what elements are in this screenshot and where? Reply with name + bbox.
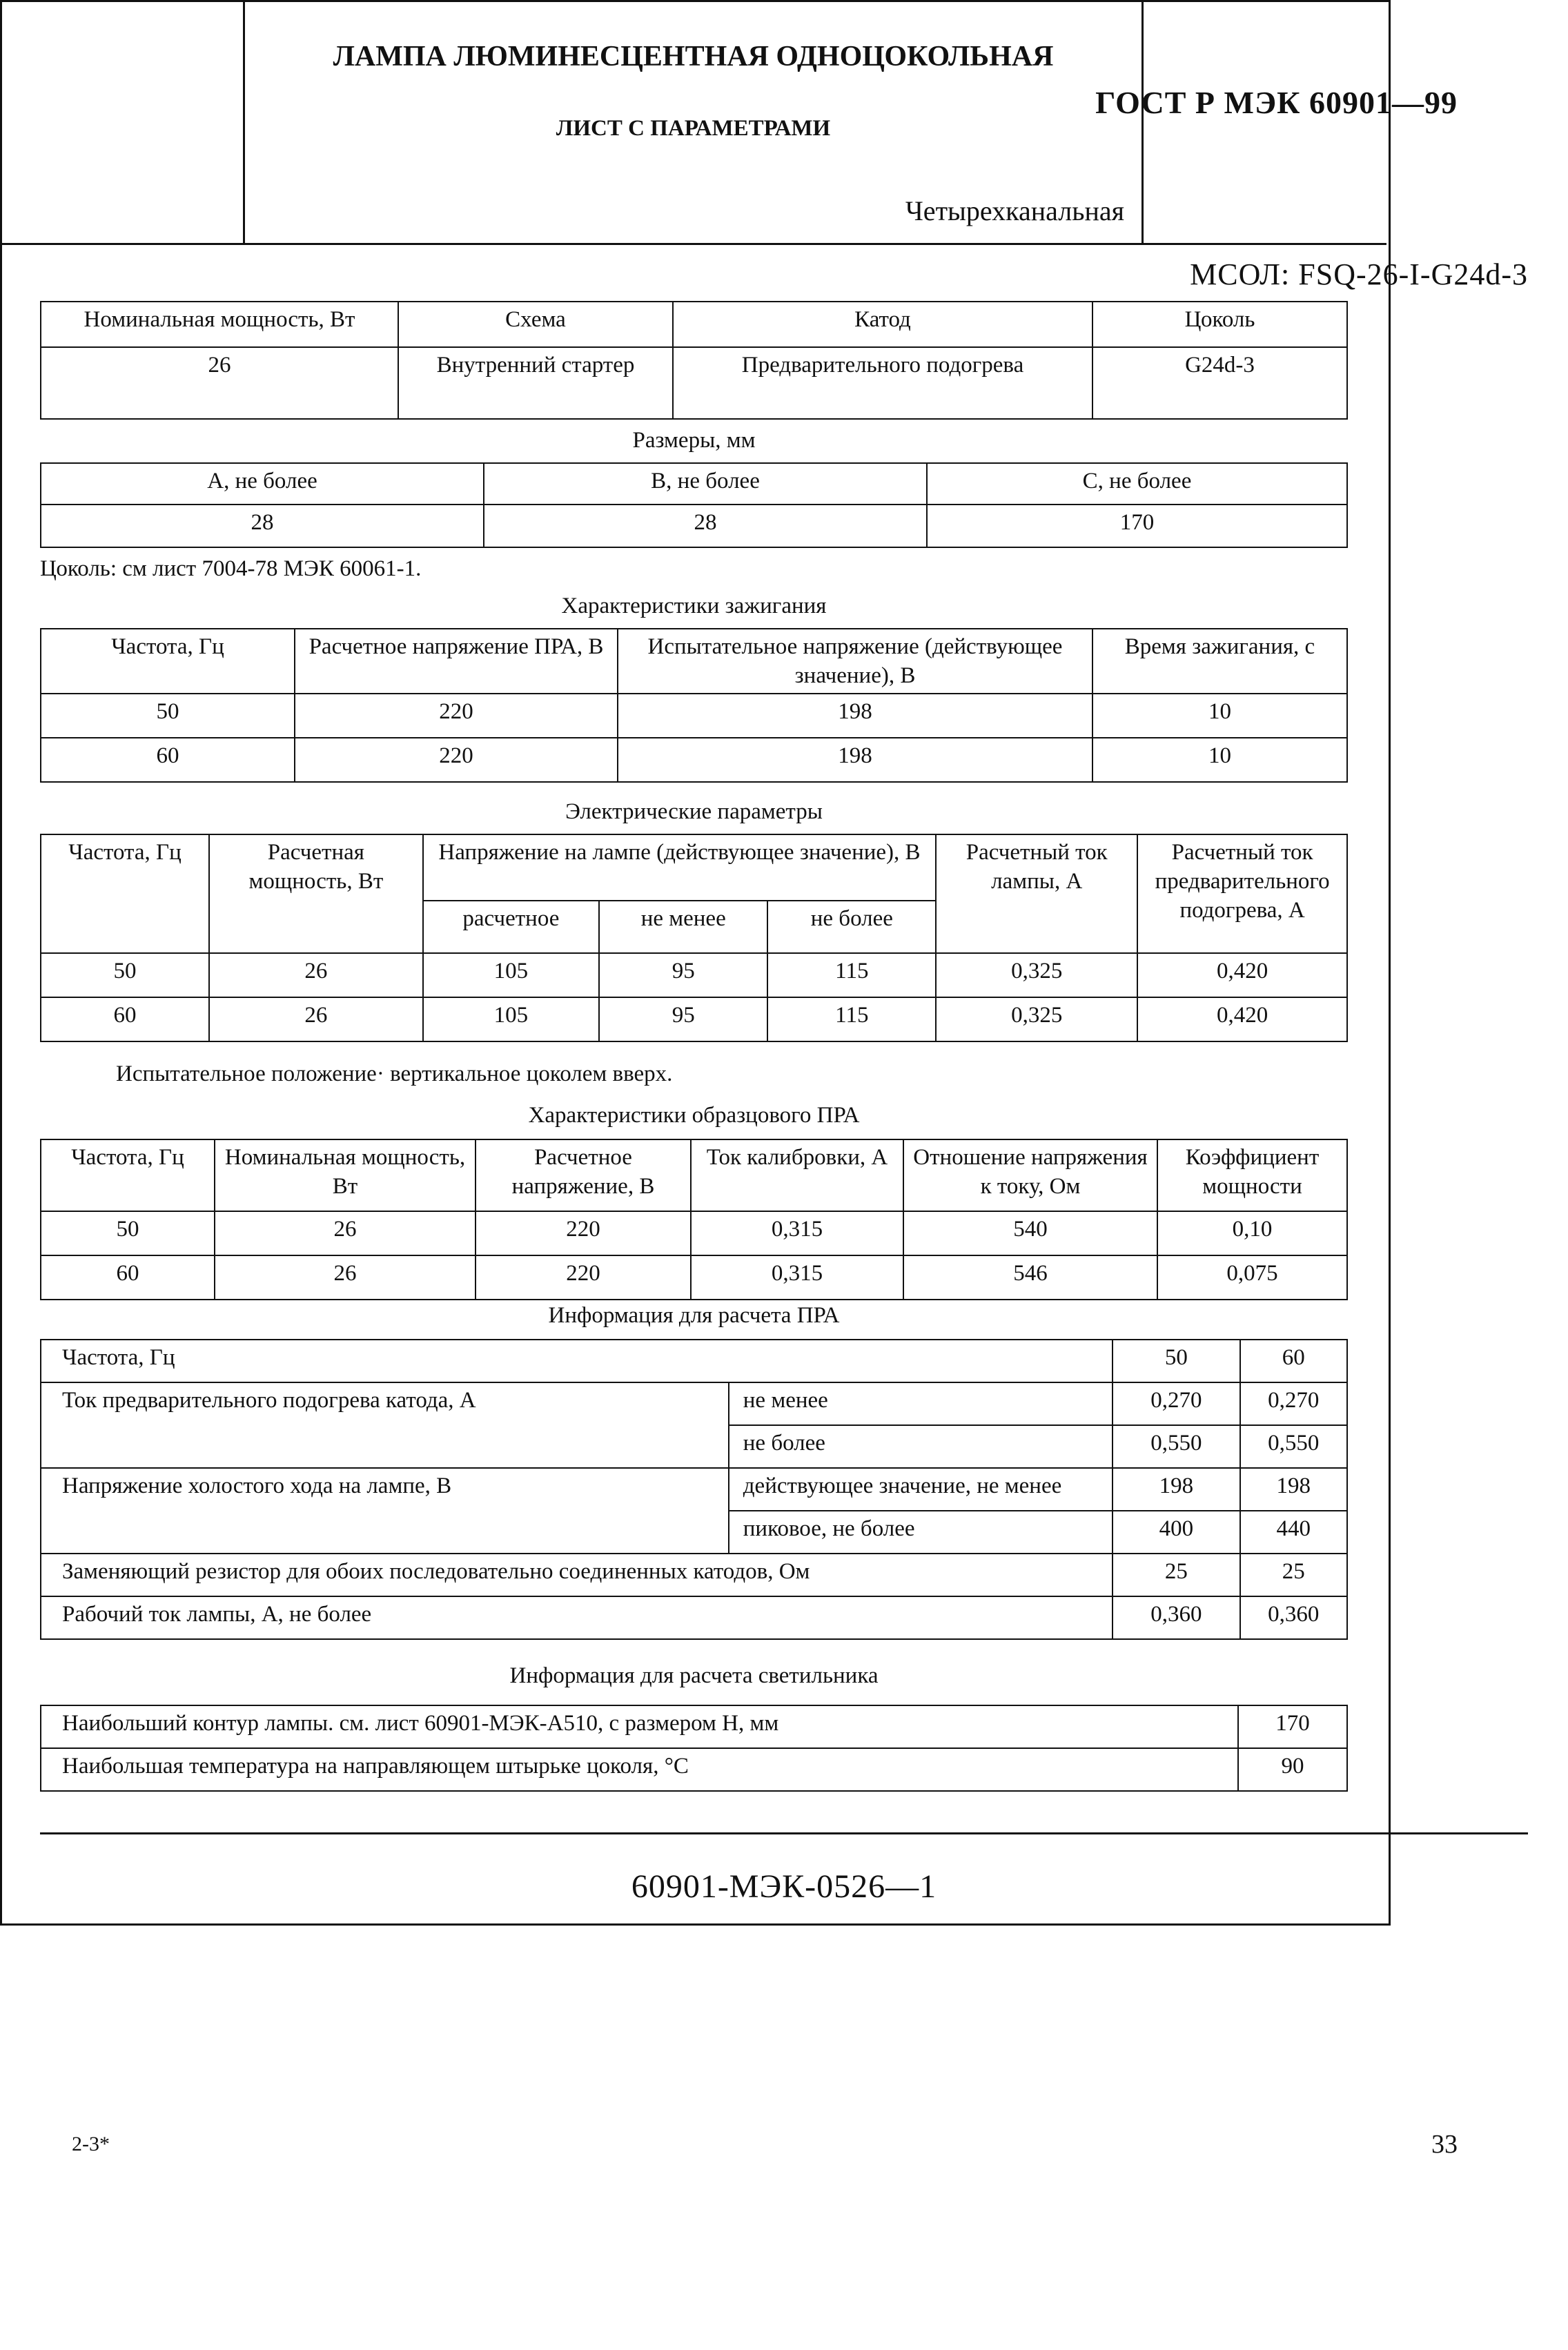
sheet-title: ЛАМПА ЛЮМИНЕСЦЕНТНАЯ ОДНОЦОКОЛЬНАЯ: [333, 41, 1054, 72]
electrical-cell: 105: [423, 953, 599, 997]
ballast-header: Номинальная мощность, Вт: [215, 1139, 476, 1211]
ballast-header: Отношение напряжения к току, Ом: [903, 1139, 1157, 1211]
bd-value: 60: [1240, 1340, 1348, 1382]
page-mark: 2-3*: [72, 2133, 110, 2155]
bd-sublabel: не менее: [729, 1382, 1113, 1425]
bd-value: 0,270: [1113, 1382, 1239, 1425]
electrical-subheader: не более: [767, 901, 936, 953]
electrical-header: Расчетный ток лампы, А: [936, 834, 1137, 953]
base-note: Цоколь: см лист 7004-78 МЭК 60061-1.: [40, 556, 422, 581]
standard-header: ГОСТ Р МЭК 60901—99: [1095, 85, 1458, 120]
lamp-type: Четырехканальная: [905, 195, 1124, 226]
electrical-cell: 105: [423, 997, 599, 1041]
luminaire-caption: Информация для расчета светильника: [509, 1663, 879, 1688]
dimensions-cell: 28: [484, 505, 927, 547]
luminaire-value: 170: [1238, 1705, 1347, 1748]
luminaire-table: [40, 1705, 1348, 1792]
ballast-header: Коэффициент мощности: [1157, 1139, 1347, 1211]
ignition-cell: 50: [41, 694, 295, 738]
ignition-header: Частота, Гц: [41, 629, 295, 694]
bd-value: 198: [1113, 1468, 1239, 1511]
electrical-header: Расчетный ток предварительного подогрева, А: [1137, 834, 1347, 953]
electrical-table: [40, 834, 1348, 1042]
ballast-cell: 220: [476, 1255, 691, 1300]
ballast-cell: 0,10: [1157, 1211, 1347, 1255]
general-table: [40, 301, 1348, 420]
bd-sublabel: не более: [729, 1425, 1113, 1468]
dimensions-table: [40, 462, 1348, 548]
luminaire-label: Наибольшая температура на направляющем штырьке цоколя, °C: [41, 1748, 1238, 1791]
title-block-left-cell: [0, 0, 245, 243]
electrical-subheader: не менее: [599, 901, 767, 953]
ballast-cell: 0,315: [691, 1211, 903, 1255]
bd-label: Частота, Гц: [41, 1340, 1113, 1382]
electrical-cell: 50: [41, 953, 209, 997]
ballast-design-caption: Информация для расчета ПРА: [548, 1303, 840, 1328]
ballast-header: Частота, Гц: [41, 1139, 215, 1211]
ignition-header: Расчетное напряжение ПРА, В: [295, 629, 618, 694]
ignition-cell: 220: [295, 694, 618, 738]
ballast-cell: 26: [215, 1255, 476, 1300]
ignition-table: [40, 628, 1348, 783]
bd-value: 400: [1113, 1511, 1239, 1554]
ballast-header: Расчетное напряжение, В: [476, 1139, 691, 1211]
luminaire-value: 90: [1238, 1748, 1347, 1791]
ballast-design-table: [40, 1339, 1348, 1640]
bd-sublabel: пиковое, не более: [729, 1511, 1113, 1554]
bd-label: Заменяющий резистор для обоих последовательно соединенных катодов, Ом: [41, 1554, 1113, 1596]
ballast-cell: 220: [476, 1211, 691, 1255]
bd-label: Ток предварительного подогрева катода, А: [41, 1382, 729, 1468]
bd-value: 0,550: [1113, 1425, 1239, 1468]
ballast-cell: 0,075: [1157, 1255, 1347, 1300]
electrical-cell: 26: [209, 953, 423, 997]
ballast-cell: 546: [903, 1255, 1157, 1300]
dimensions-header: C, не более: [927, 463, 1347, 505]
general-header: Схема: [398, 302, 673, 347]
ballast-cell: 0,315: [691, 1255, 903, 1300]
sheet-subtitle: ЛИСТ С ПАРАМЕТРАМИ: [556, 116, 831, 141]
electrical-cell: 95: [599, 997, 767, 1041]
electrical-cell: 115: [767, 953, 936, 997]
electrical-cell: 60: [41, 997, 209, 1041]
footer-divider: [40, 1832, 1528, 1834]
electrical-cell: 0,325: [936, 953, 1137, 997]
bd-label: Рабочий ток лампы, А, не более: [41, 1596, 1113, 1639]
dimensions-cell: 28: [41, 505, 484, 547]
electrical-cell: 0,420: [1137, 953, 1347, 997]
bd-value: 25: [1113, 1554, 1239, 1596]
electrical-caption: Электрические параметры: [565, 799, 823, 824]
electrical-header: Частота, Гц: [41, 834, 209, 953]
ignition-cell: 10: [1092, 738, 1347, 782]
dimensions-header: B, не более: [484, 463, 927, 505]
general-header: Номинальная мощность, Вт: [41, 302, 398, 347]
general-cell: Внутренний стартер: [398, 347, 673, 419]
page-number: 33: [1431, 2130, 1458, 2159]
bd-label: Напряжение холостого хода на лампе, В: [41, 1468, 729, 1554]
ignition-header: Время зажигания, с: [1092, 629, 1347, 694]
ballast-cell: 540: [903, 1211, 1157, 1255]
ballast-header: Ток калибровки, А: [691, 1139, 903, 1211]
bd-value: 198: [1240, 1468, 1348, 1511]
bd-value: 0,360: [1240, 1596, 1348, 1639]
electrical-header: Расчетная мощность, Вт: [209, 834, 423, 953]
bd-value: 0,550: [1240, 1425, 1348, 1468]
bd-value: 440: [1240, 1511, 1348, 1554]
bd-value: 25: [1240, 1554, 1348, 1596]
title-block-right-cell: [1141, 0, 1386, 243]
bd-sublabel: действующее значение, не менее: [729, 1468, 1113, 1511]
bd-value: 0,360: [1113, 1596, 1239, 1639]
title-block: [0, 0, 1386, 245]
ballast-cell: 50: [41, 1211, 215, 1255]
ignition-caption: Характеристики зажигания: [561, 594, 827, 618]
bd-value: 50: [1113, 1340, 1239, 1382]
electrical-subheader: расчетное: [423, 901, 599, 953]
ballast-cell: 60: [41, 1255, 215, 1300]
general-header: Цоколь: [1092, 302, 1347, 347]
electrical-cell: 95: [599, 953, 767, 997]
ballast-caption: Характеристики образцового ПРА: [528, 1103, 860, 1128]
general-cell: 26: [41, 347, 398, 419]
electrical-cell: 26: [209, 997, 423, 1041]
ballast-cell: 26: [215, 1211, 476, 1255]
general-header: Катод: [673, 302, 1092, 347]
electrical-cell: 0,420: [1137, 997, 1347, 1041]
ignition-cell: 10: [1092, 694, 1347, 738]
general-cell: G24d-3: [1092, 347, 1347, 419]
electrical-cell: 115: [767, 997, 936, 1041]
lamp-code: МСОЛ: FSQ-26-I-G24d-3: [1190, 257, 1528, 291]
ballast-table: [40, 1139, 1348, 1300]
dimensions-header: A, не более: [41, 463, 484, 505]
luminaire-label: Наибольший контур лампы. см. лист 60901-МЭК-A510, с размером H, мм: [41, 1705, 1238, 1748]
dimensions-caption: Размеры, мм: [632, 428, 756, 453]
bd-value: 0,270: [1240, 1382, 1348, 1425]
ignition-cell: 60: [41, 738, 295, 782]
ignition-cell: 198: [618, 738, 1092, 782]
test-position-note: Испытательное положение· вертикальное цоколем вверх.: [116, 1061, 673, 1086]
electrical-cell: 0,325: [936, 997, 1137, 1041]
ignition-cell: 220: [295, 738, 618, 782]
ignition-cell: 198: [618, 694, 1092, 738]
general-cell: Предварительного подогрева: [673, 347, 1092, 419]
sheet-code: 60901-МЭК-0526—1: [631, 1868, 937, 1905]
ignition-header: Испытательное напряжение (действующее значение), В: [618, 629, 1092, 694]
dimensions-cell: 170: [927, 505, 1347, 547]
electrical-header: Напряжение на лампе (действующее значение), В: [423, 834, 937, 901]
